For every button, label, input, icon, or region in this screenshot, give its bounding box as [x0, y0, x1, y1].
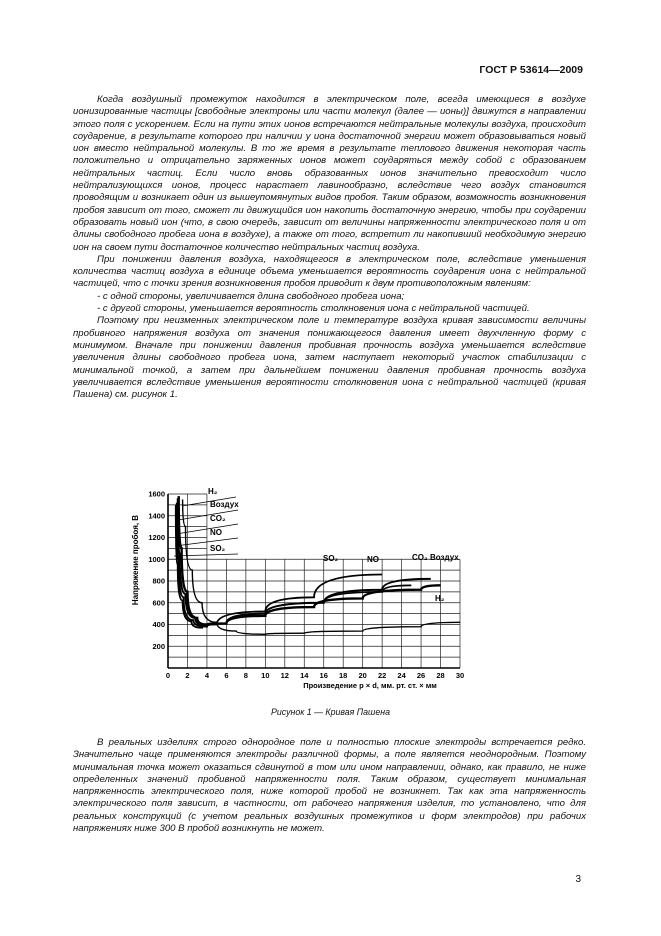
paragraph: При понижении давления воздуха, находящегося в электрическом поле, вследствие уменьшения количества частиц воздуха в единице объема уменьшается вероятность соударения иона с нейтральной частицей, что с точки зрения возникновения пробоя приводит к двум противоположным явлениям:	[73, 253, 586, 290]
series-end-label: Воздух	[430, 553, 459, 562]
y-axis-label: Напряжение пробоя, В	[131, 514, 140, 606]
y-tick-label: 600	[152, 598, 165, 608]
legend-label: H₂	[208, 487, 218, 496]
paragraph: Когда воздушный промежуток находится в электрическом поле, всегда имеющиеся в воздухе ионизированные частицы [свободные электроны или части молекул (далее — ионы)] движутся в направлении этого поля с ускорением. Если на пути этих ионов встречаются нейтральные молекулы воздуха, происходит соударение, в результате которого при наличии у иона достаточной энергии может образовываться новый ион вместо нейтральной молекулы. В то же время в результате теплового движения некоторая часть положительно и отрицательно заряженных ионов может соударяться между собой с образованием нейтральных частиц. Если число вновь образованных ионов значительно превосходит число нейтрализующихся ионов, процесс нарастает лавинообразно, вследствие чего воздух становится проводящим и возникает один из вышеупомянутых видов пробоя. Таким образом, возможность возникновения пробоя зависит от того, сможет ли движущийся ион накопить достаточную энергию, чтобы при соударении образовать новый ион (что, в свою очередь, зависит от величины напряженности электрического поля и от длины свободного пробега иона в воздухе), а также от того, встретит ли накопивший необходимую энергию ион на своем пути достаточное количество нейтральных частиц воздуха.	[73, 94, 586, 253]
x-tick-label: 6	[224, 671, 229, 680]
y-tick-label: 400	[152, 620, 165, 629]
x-tick-label: 22	[377, 671, 387, 680]
figure-caption: Рисунок 1 — Кривая Пашена	[271, 707, 390, 717]
x-tick-label: 28	[436, 671, 445, 680]
legend-leader-line	[178, 510, 238, 520]
chart-svg	[130, 480, 500, 695]
list-item: - с другой стороны, уменьшается вероятность столкновения иона с нейтральной частицей.	[97, 303, 530, 315]
x-tick-label: 16	[319, 671, 328, 680]
list-item: - с одной стороны, увеличивается длина свободного пробега иона;	[97, 290, 405, 302]
y-tick-label: 1400	[148, 511, 165, 521]
x-tick-label: 8	[243, 671, 248, 680]
legend-label: Воздух	[210, 500, 239, 509]
paragraph: Поэтому при неизменных электрическом поле и температуре воздуха кривая зависимости величины пробивного напряжения воздуха от значения понижающегося давления имеет двухчленную форму с минимумом. Вначале при понижении давления пробивная прочность воздуха уменьшается вследствие увеличения длины свободного пробега иона, затем наступает некоторый участок стабилизации с минимальной точкой, а затем при дальнейшем понижении давления пробивная прочность воздуха увеличивается вследствие уменьшения вероятности столкновения иона с нейтральной частицей (кривая Пашена) см. рисунок 1.	[73, 315, 586, 401]
x-tick-label: 24	[397, 671, 406, 680]
x-tick-label: 20	[358, 671, 367, 680]
x-axis-label: Произведение p × d, мм. рт. ст. × мм	[303, 681, 437, 690]
paschen-chart	[130, 480, 500, 695]
y-tick-label: 800	[152, 576, 165, 586]
y-tick-label: 1600	[148, 489, 165, 499]
x-tick-label: 12	[280, 671, 289, 680]
series-end-label: H₂	[435, 594, 445, 603]
paragraph: В реальных изделиях строго однородное поле и полностью плоские электроды встречается редко. Значительно чаще применяются электроды различной формы, а поле является неоднородным. Поэтому минимальная точка может оказаться сдвинутой в том или ином направлении, однако, как правило, не ниже определенных значений пробивной напряженности поля. Таким образом, существует минимальная напряженность электрического поля, ниже которой пробой не возникнет. Так как эта напряженность электрического поля зависит, в частности, от рабочего напряжения изделия, то установлено, что для реальных конструкций (с учетом реальных воздушных промежутков и форм электродов) при рабочих напряжениях ниже 300 В пробой возникнуть не может.	[73, 737, 586, 835]
x-tick-label: 26	[416, 671, 426, 680]
x-tick-label: 10	[261, 671, 270, 680]
legend-label: NO	[210, 528, 222, 537]
legend-label: SO₂	[210, 544, 226, 553]
series-end-label: SO₂	[323, 554, 339, 563]
y-tick-label: 1000	[148, 554, 165, 564]
x-tick-label: 2	[185, 671, 190, 680]
x-tick-label: 18	[339, 671, 348, 680]
legend-leader-line	[174, 554, 238, 556]
y-tick-label: 1200	[148, 533, 165, 542]
main-text	[73, 94, 586, 401]
x-tick-label: 0	[165, 671, 171, 680]
x-tick-label: 4	[204, 671, 210, 680]
document-header: ГОСТ Р 53614—2009	[479, 64, 583, 76]
x-tick-label: 30	[455, 671, 465, 680]
page-number: 3	[575, 874, 581, 885]
series-end-label: NO	[367, 555, 379, 564]
x-tick-label: 14	[300, 671, 309, 680]
legend-leader-line	[175, 538, 238, 546]
series-end-label: CO₂	[412, 553, 428, 562]
main-text-continued	[73, 737, 586, 835]
y-tick-label: 200	[152, 641, 165, 651]
legend-label: CO₂	[210, 514, 226, 523]
